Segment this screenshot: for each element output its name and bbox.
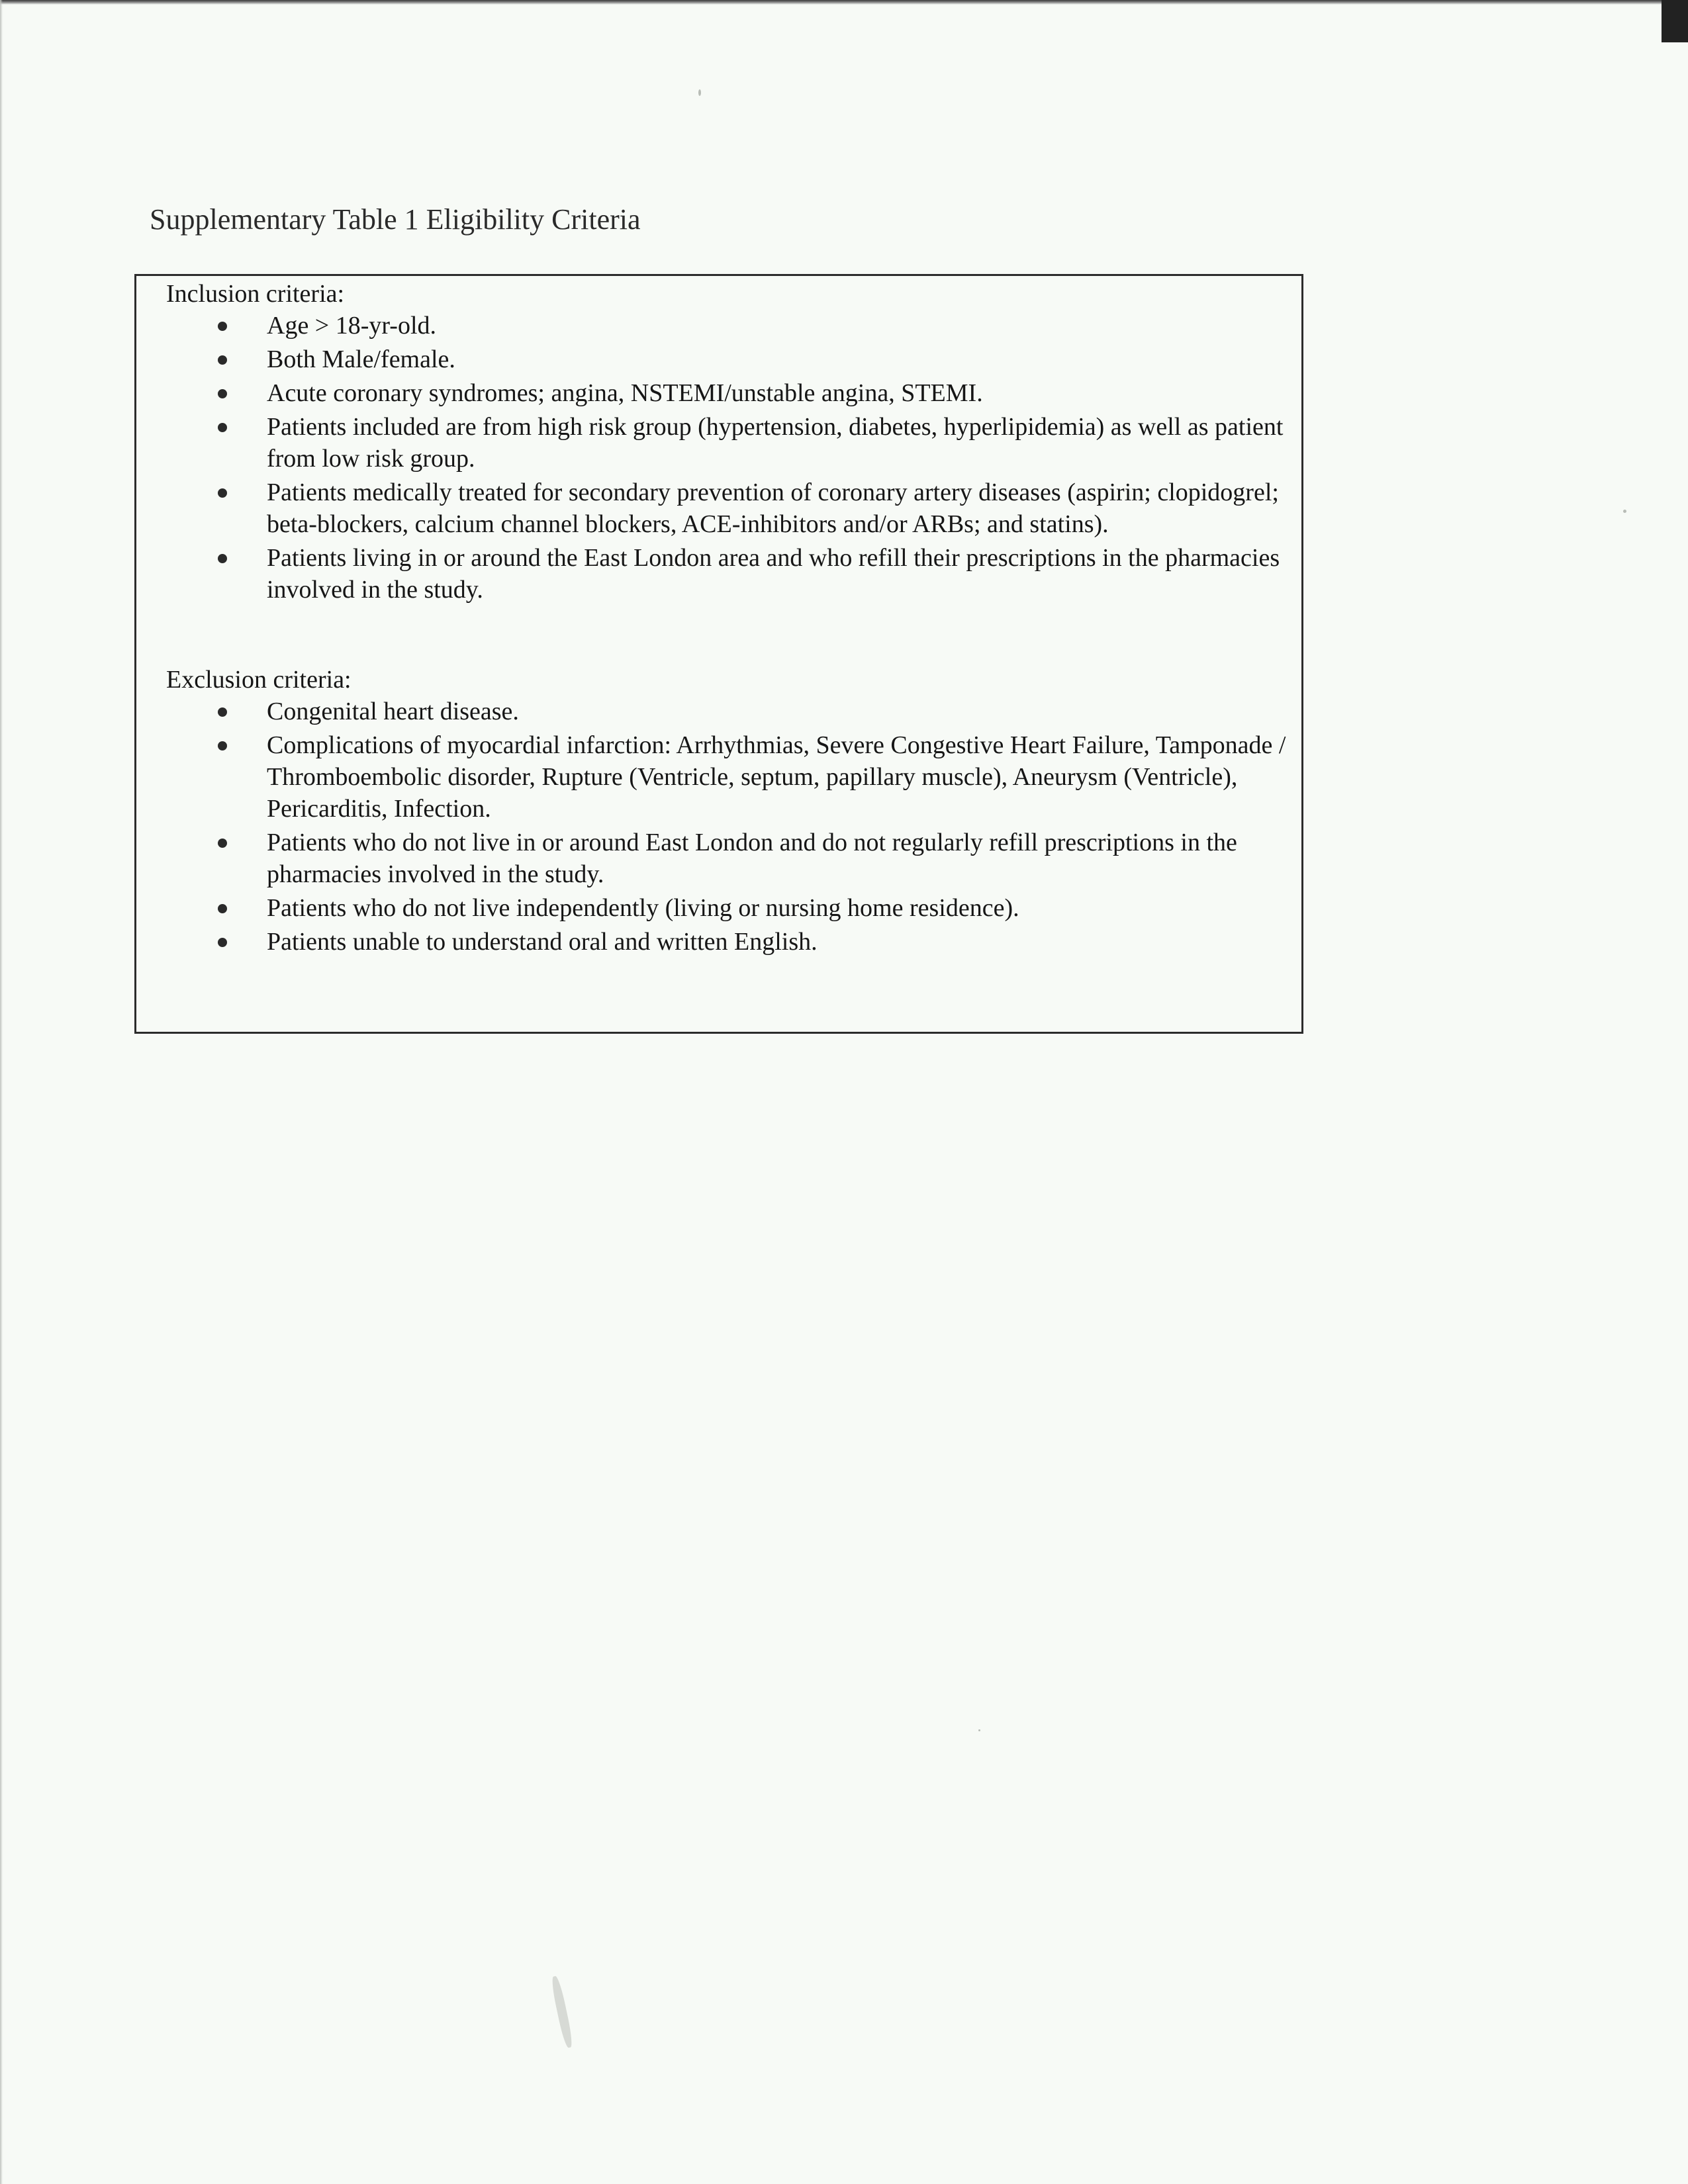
exclusion-criteria-list <box>166 696 1291 958</box>
inclusion-criteria-heading: Inclusion criteria: <box>166 280 345 308</box>
bullet-icon <box>218 322 227 331</box>
inclusion-criterion <box>166 411 1291 475</box>
bullet-icon <box>218 488 227 498</box>
inclusion-criterion <box>166 542 1291 606</box>
criterion-text: Patients medically treated for secondary prevention of coronary artery diseases (aspirin; clopidogrel; beta-blockers, calcium channel blockers, ACE-inhibitors and/or ARBs; and statins). <box>267 478 1279 538</box>
bullet-icon <box>218 938 227 947</box>
criterion-text: Both Male/female. <box>267 345 455 373</box>
scan-left-edge <box>0 0 3 2184</box>
scan-speck <box>698 89 701 96</box>
scan-top-edge <box>0 0 1688 5</box>
bullet-icon <box>218 741 227 751</box>
criterion-text: Patients living in or around the East London area and who refill their prescriptions in the pharmacies involved in the study. <box>267 544 1280 604</box>
criterion-text: Patients unable to understand oral and written English. <box>267 928 818 956</box>
criterion-text: Patients who do not live independently (living or nursing home residence). <box>267 894 1019 922</box>
bullet-icon <box>218 423 227 432</box>
exclusion-criterion <box>166 892 1291 924</box>
bullet-icon <box>218 389 227 398</box>
inclusion-criterion <box>166 310 1291 341</box>
inclusion-criteria-list <box>166 310 1291 606</box>
eligibility-criteria-table <box>134 274 1303 1034</box>
criterion-text: Patients who do not live in or around East London and do not regularly refill prescriptions in the pharmacies involved in the study. <box>267 829 1237 888</box>
criterion-text: Complications of myocardial infarction: Arrhythmias, Severe Congestive Heart Failure, Tamponade / Thromboembolic disorder, Rupture (Ventricle, septum, papillary muscle), Aneurysm (Ventricle), Pericarditis, Infection. <box>267 731 1286 823</box>
exclusion-criteria-heading: Exclusion criteria: <box>166 666 352 694</box>
scan-corner-shadow <box>1662 0 1688 42</box>
criterion-text: Acute coronary syndromes; angina, NSTEMI/unstable angina, STEMI. <box>267 379 983 407</box>
inclusion-criterion <box>166 477 1291 540</box>
inclusion-criterion <box>166 343 1291 375</box>
exclusion-criterion <box>166 827 1291 890</box>
document-title: Supplementary Table 1 Eligibility Criteria <box>150 203 641 236</box>
inclusion-criterion <box>166 377 1291 409</box>
exclusion-criterion <box>166 696 1291 727</box>
bullet-icon <box>218 355 227 365</box>
scan-speck <box>1623 510 1626 513</box>
inclusion-criteria-section <box>166 278 1291 608</box>
scan-speck <box>550 1976 575 2049</box>
criterion-text: Congenital heart disease. <box>267 698 519 725</box>
scan-speck <box>978 1729 980 1731</box>
exclusion-criterion <box>166 729 1291 825</box>
bullet-icon <box>218 839 227 848</box>
bullet-icon <box>218 904 227 913</box>
criterion-text: Age > 18-yr-old. <box>267 312 436 340</box>
criterion-text: Patients included are from high risk group (hypertension, diabetes, hyperlipidemia) as well as patient from low risk group. <box>267 413 1284 473</box>
exclusion-criterion <box>166 926 1291 958</box>
exclusion-criteria-section <box>166 664 1291 960</box>
bullet-icon <box>218 554 227 563</box>
bullet-icon <box>218 707 227 717</box>
